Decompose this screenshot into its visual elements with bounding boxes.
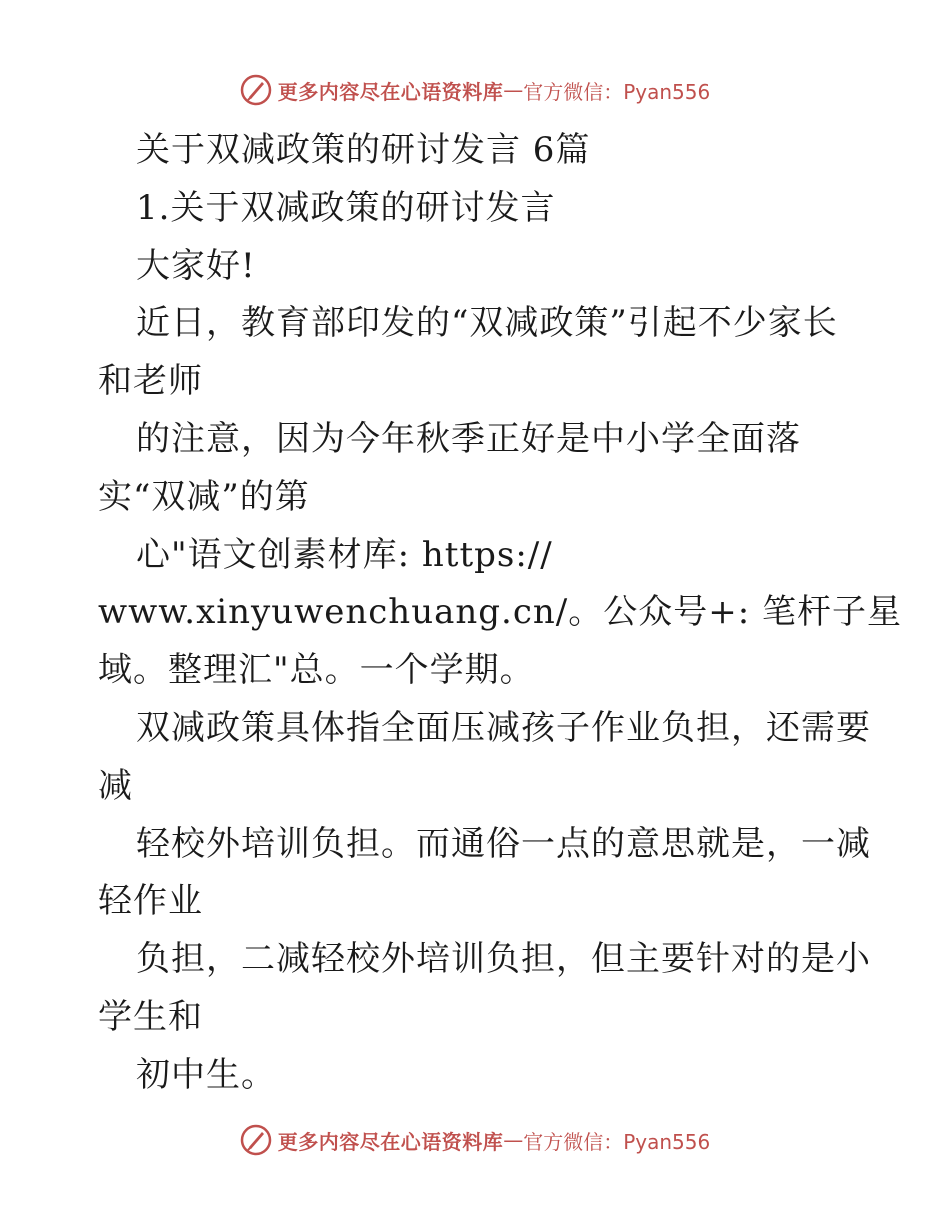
banner-dash: — bbox=[503, 1128, 524, 1152]
document-body bbox=[98, 122, 902, 1105]
paragraph-line: 和老师 bbox=[98, 361, 203, 402]
paragraph-line: 负担，二减轻校外培训负担，但主要针对的是小 bbox=[136, 939, 871, 980]
paragraph-line: 减 bbox=[98, 765, 133, 806]
banner-main-text: 更多内容尽在心语资料库 bbox=[277, 79, 504, 104]
paragraph-line: 近日，教育部印发的“双减政策”引起不少家长 bbox=[136, 303, 838, 344]
footer-banner bbox=[0, 1120, 950, 1160]
paragraph-line: 轻作业 bbox=[98, 881, 203, 922]
section-heading: 1.关于双减政策的研讨发言 bbox=[136, 187, 556, 228]
greeting: 大家好! bbox=[136, 245, 256, 286]
paragraph-line: 双减政策具体指全面压减孩子作业负担，还需要 bbox=[136, 707, 871, 748]
banner-wechat-text: 官方微信：Pyan556 bbox=[523, 79, 711, 104]
paragraph-line: 域。整理汇"总。一个学期。 bbox=[98, 650, 535, 691]
paragraph-line: 心"语文创素材库: https:// bbox=[136, 534, 553, 575]
paragraph-line: 学生和 bbox=[98, 996, 203, 1037]
paragraph-line: 轻校外培训负担。而通俗一点的意思就是，一减 bbox=[136, 823, 871, 864]
banner-wechat-text: 官方微信：Pyan556 bbox=[523, 1129, 711, 1154]
paragraph-line: www.xinyuwenchuang.cn/。公众号+: 笔杆子星 bbox=[98, 592, 902, 633]
header-banner bbox=[0, 70, 950, 110]
doc-title: 关于双减政策的研讨发言 6篇 bbox=[136, 130, 591, 170]
paragraph-line: 的注意，因为今年秋季正好是中小学全面落 bbox=[136, 418, 801, 459]
paragraph-line: 实“双减”的第 bbox=[98, 476, 310, 517]
banner-dash: — bbox=[503, 78, 524, 102]
paragraph-line: 初中生。 bbox=[136, 1054, 276, 1095]
quill-logo-icon bbox=[240, 1124, 272, 1156]
quill-logo-icon bbox=[240, 74, 272, 106]
banner-main-text: 更多内容尽在心语资料库 bbox=[277, 1129, 504, 1154]
